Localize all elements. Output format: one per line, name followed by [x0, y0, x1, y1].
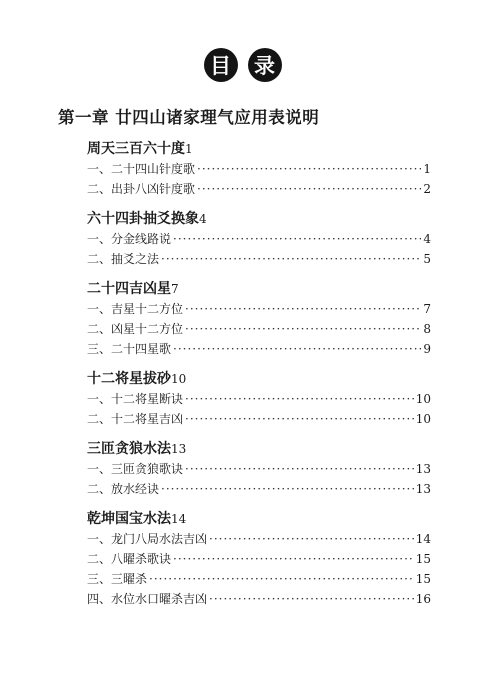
entry-page-number: 15: [415, 552, 431, 566]
toc-entry[interactable]: [87, 549, 431, 569]
entry-label: 三、三曜杀: [87, 572, 148, 586]
entry-page-number: 8: [423, 322, 431, 336]
entry-page-number: 10: [415, 392, 431, 406]
entry-label: 二、放水经诀: [87, 482, 160, 496]
entry-label: 一、二十四山针度歌: [87, 162, 196, 176]
chapter-title: 第一章 廿四山诸家理气应用表说明: [58, 108, 320, 127]
section-heading[interactable]: [87, 439, 431, 459]
dot-leader: [209, 589, 414, 609]
entry-page-number: 13: [415, 462, 431, 476]
section-title: 三匝贪狼水法: [87, 441, 171, 457]
section-heading[interactable]: [87, 209, 431, 229]
toc-entry[interactable]: [87, 569, 431, 589]
entry-label: 二、十二将星吉凶: [87, 412, 184, 426]
entry-label: 二、八曜杀歌诀: [87, 552, 172, 566]
toc-entry[interactable]: [87, 339, 431, 359]
section-title: 周天三百六十度: [87, 141, 185, 157]
toc-entry[interactable]: [87, 459, 431, 479]
heading-char: 目: [204, 48, 238, 82]
entry-page-number: 7: [423, 302, 431, 316]
section-page-number: 13: [171, 442, 187, 456]
section-title: 乾坤国宝水法: [87, 511, 171, 527]
section-page-number: 10: [171, 372, 187, 386]
toc-section: [87, 509, 431, 609]
entry-label: 二、出卦八凶针度歌: [87, 182, 196, 196]
dot-leader: [149, 569, 414, 589]
entry-page-number: 9: [423, 342, 431, 356]
toc-entry[interactable]: [87, 479, 431, 499]
section-title: 六十四卦抽爻换象: [87, 211, 199, 227]
entry-label: 二、凶星十二方位: [87, 322, 184, 336]
entry-page-number: 14: [415, 532, 431, 546]
dot-leader: [173, 229, 421, 249]
dot-leader: [185, 389, 414, 409]
toc-section: [87, 209, 431, 269]
entry-label: 一、十二将星断诀: [87, 392, 184, 406]
toc-heading: [0, 48, 485, 82]
toc-entry[interactable]: [87, 389, 431, 409]
entry-page-number: 5: [423, 252, 431, 266]
entry-page-number: 1: [423, 162, 431, 176]
section-page-number: 14: [171, 512, 187, 526]
dot-leader: [197, 179, 421, 199]
dot-leader: [185, 459, 414, 479]
toc-sections: [87, 139, 431, 609]
toc-section: [87, 139, 431, 199]
entry-page-number: 2: [423, 182, 431, 196]
entry-page-number: 4: [423, 232, 431, 246]
section-page-number: 1: [185, 142, 193, 156]
dot-leader: [173, 339, 421, 359]
dot-leader: [197, 159, 421, 179]
dot-leader: [185, 299, 421, 319]
dot-leader: [185, 319, 421, 339]
section-page-number: 7: [171, 282, 179, 296]
entry-label: 一、吉星十二方位: [87, 302, 184, 316]
entry-label: 一、分金线路说: [87, 232, 172, 246]
toc-entry[interactable]: [87, 249, 431, 269]
entry-page-number: 16: [415, 592, 431, 606]
dot-leader: [161, 249, 421, 269]
dot-leader: [173, 549, 414, 569]
toc-entry[interactable]: [87, 229, 431, 249]
dot-leader: [161, 479, 414, 499]
section-page-number: 4: [199, 212, 207, 226]
dot-leader: [185, 409, 414, 429]
heading-char: 录: [248, 48, 282, 82]
entry-page-number: 10: [415, 412, 431, 426]
toc-entry[interactable]: [87, 589, 431, 609]
section-heading[interactable]: [87, 279, 431, 299]
section-heading[interactable]: [87, 369, 431, 389]
entry-page-number: 13: [415, 482, 431, 496]
toc-entry[interactable]: [87, 319, 431, 339]
entry-label: 三、二十四星歌: [87, 342, 172, 356]
toc-section: [87, 439, 431, 499]
toc-section: [87, 279, 431, 359]
section-heading[interactable]: [87, 509, 431, 529]
toc-entry[interactable]: [87, 409, 431, 429]
entry-label: 一、三匝贪狼歌诀: [87, 462, 184, 476]
entry-page-number: 15: [415, 572, 431, 586]
toc-entry[interactable]: [87, 159, 431, 179]
toc-entry[interactable]: [87, 299, 431, 319]
entry-label: 四、水位水口曜杀吉凶: [87, 592, 208, 606]
toc-entry[interactable]: [87, 179, 431, 199]
dot-leader: [209, 529, 414, 549]
section-title: 二十四吉凶星: [87, 281, 171, 297]
entry-label: 一、龙门八局水法吉凶: [87, 532, 208, 546]
toc-section: [87, 369, 431, 429]
section-title: 十二将星拔砂: [87, 371, 171, 387]
toc-entry[interactable]: [87, 529, 431, 549]
section-heading[interactable]: [87, 139, 431, 159]
entry-label: 二、抽爻之法: [87, 252, 160, 266]
